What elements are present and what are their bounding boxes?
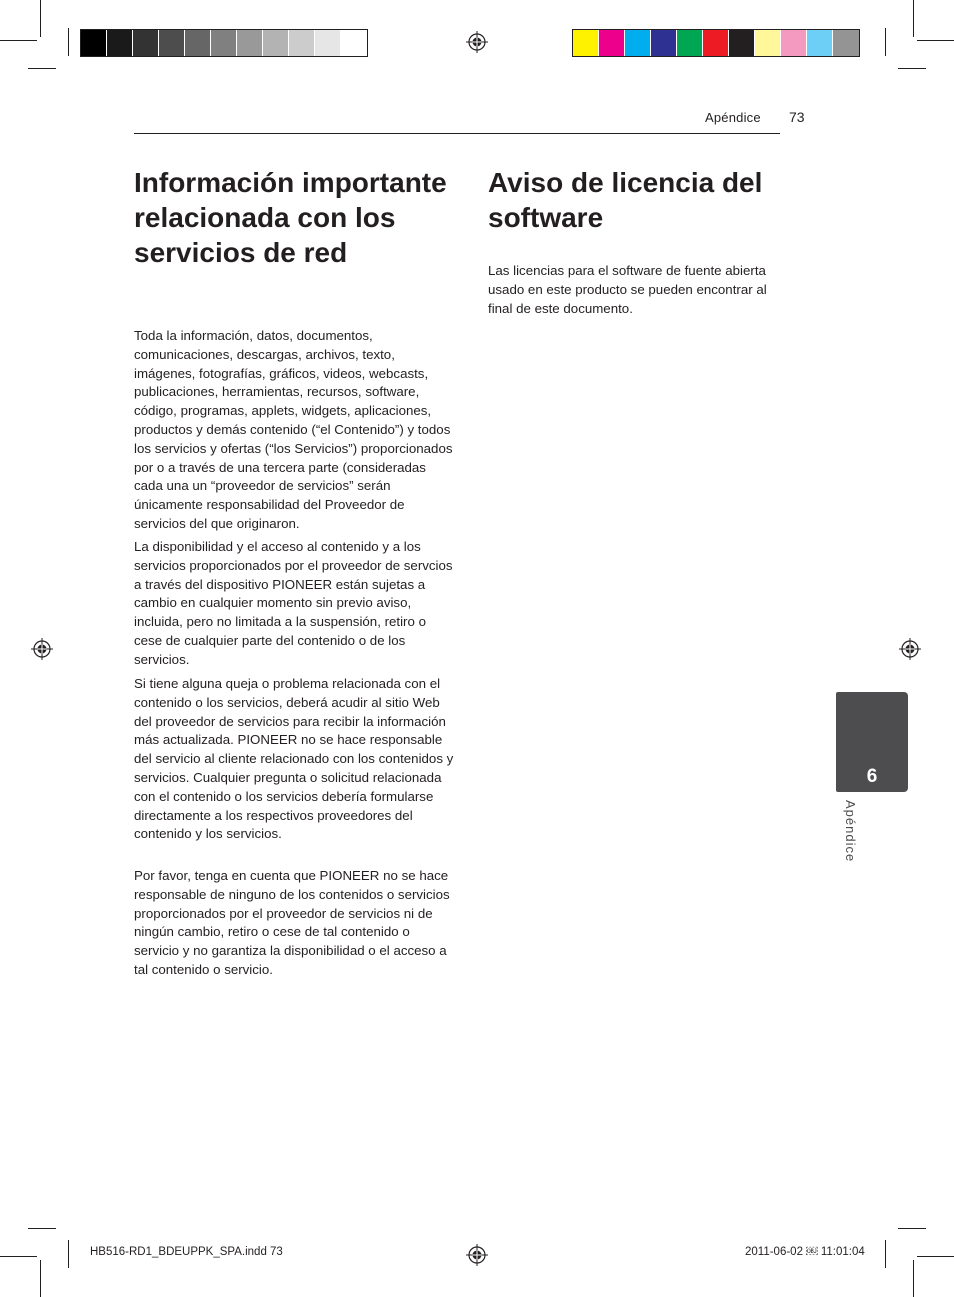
crop-mark — [0, 40, 37, 41]
crop-mark — [0, 1256, 37, 1257]
page-number: 73 — [789, 109, 805, 125]
color-swatch — [315, 30, 341, 56]
header-rule — [134, 133, 780, 134]
color-swatch — [573, 30, 599, 56]
color-swatch — [625, 30, 651, 56]
color-swatch — [237, 30, 263, 56]
crop-mark — [917, 40, 954, 41]
registration-mark-icon — [31, 638, 53, 660]
color-swatch — [677, 30, 703, 56]
color-swatch — [81, 30, 107, 56]
crop-mark — [885, 28, 886, 56]
footer-filename: HB516-RD1_BDEUPPK_SPA.indd 73 — [90, 1246, 283, 1258]
crop-mark — [40, 0, 41, 37]
registration-mark-icon — [466, 1244, 488, 1266]
header-section-title: Apéndice — [705, 110, 761, 125]
color-swatch — [651, 30, 677, 56]
crop-mark — [917, 1256, 954, 1257]
crop-mark — [28, 68, 56, 69]
crop-mark — [913, 1260, 914, 1297]
body-paragraph: La disponibilidad y el acceso al contenido y a los servicios proporcionados por el proveedor de servcios a través del dispositivo PIONEER están sujetas a cambio en cualquier momento sin previo aviso, incluida, pero no limitada a la suspensión, retiro o cese de cualquier parte del contenido o de los servicios. — [134, 539, 453, 667]
color-swatch — [107, 30, 133, 56]
body-paragraph: Toda la información, datos, documentos, comunicaciones, descargas, archivos, texto, imágenes, fotografías, gráficos, videos, webcasts, publicaciones, herramientas, recursos, software, código, programas, applets, widgets, aplicaciones, productos y demás contenido (“el Contenido”) y todos los servicios y ofertas (“los Servicios”) proporcionados por o a través de una tercera parte (consideradas cada una un “proveedor de servicios” serán únicamente responsabilidad del Proveedor de servicios del que originaron. — [134, 328, 453, 531]
color-swatch — [289, 30, 315, 56]
crop-mark — [885, 1240, 886, 1268]
chapter-number: 6 — [866, 766, 878, 787]
color-swatch — [807, 30, 833, 56]
grayscale-color-bar — [80, 29, 368, 57]
crop-mark — [898, 1228, 926, 1229]
registration-mark-icon — [899, 638, 921, 660]
license-paragraph: Las licencias para el software de fuente abierta usado en este producto se pueden encontrar al final de este documento. — [488, 263, 767, 316]
color-swatch — [263, 30, 289, 56]
crop-mark — [68, 28, 69, 56]
color-swatch — [703, 30, 729, 56]
body-paragraph: Si tiene alguna queja o problema relacionada con el contenido o los servicios, deberá acudir al sitio Web del proveedor de servicios para recibir la información más actualizada. PIONEER no se hace responsable del servicio al cliente relacionado con los contenidos y servicios. Cualquier pregunta o solicitud relacionada con el contenido o los servicios debería formularse directamente a los respectivos proveedores del contenido y los servicios. — [134, 676, 454, 842]
color-swatch — [159, 30, 185, 56]
crop-mark — [28, 1228, 56, 1229]
color-swatch — [729, 30, 755, 56]
color-swatch — [833, 30, 859, 56]
crop-mark — [898, 68, 926, 69]
crop-mark — [40, 1260, 41, 1297]
process-color-bar — [572, 29, 860, 57]
color-swatch — [781, 30, 807, 56]
color-swatch — [133, 30, 159, 56]
crop-mark — [68, 1240, 69, 1268]
registration-mark-icon — [466, 31, 488, 53]
color-swatch — [755, 30, 781, 56]
body-paragraph: Por favor, tenga en cuenta que PIONEER no se hace responsable de ninguno de los contenidos o servicios proporcionados por el proveedor de servicios ni de ningún cambio, retiro o cese de tal contenido o servicio y no garantiza la disponibilidad o el acceso a tal contenido o servicio. — [134, 868, 450, 977]
color-swatch — [185, 30, 211, 56]
chapter-tab — [836, 692, 908, 792]
color-swatch — [211, 30, 237, 56]
color-swatch — [599, 30, 625, 56]
chapter-tab-label: Apéndice — [843, 800, 858, 863]
footer-timestamp: 2011-06-02 ￼ 11:01:04 — [745, 1246, 865, 1258]
network-services-heading: Información importante relacionada con los servicios de red — [134, 167, 447, 268]
crop-mark — [913, 0, 914, 37]
software-license-heading: Aviso de licencia del software — [488, 167, 763, 233]
color-swatch — [341, 30, 367, 56]
